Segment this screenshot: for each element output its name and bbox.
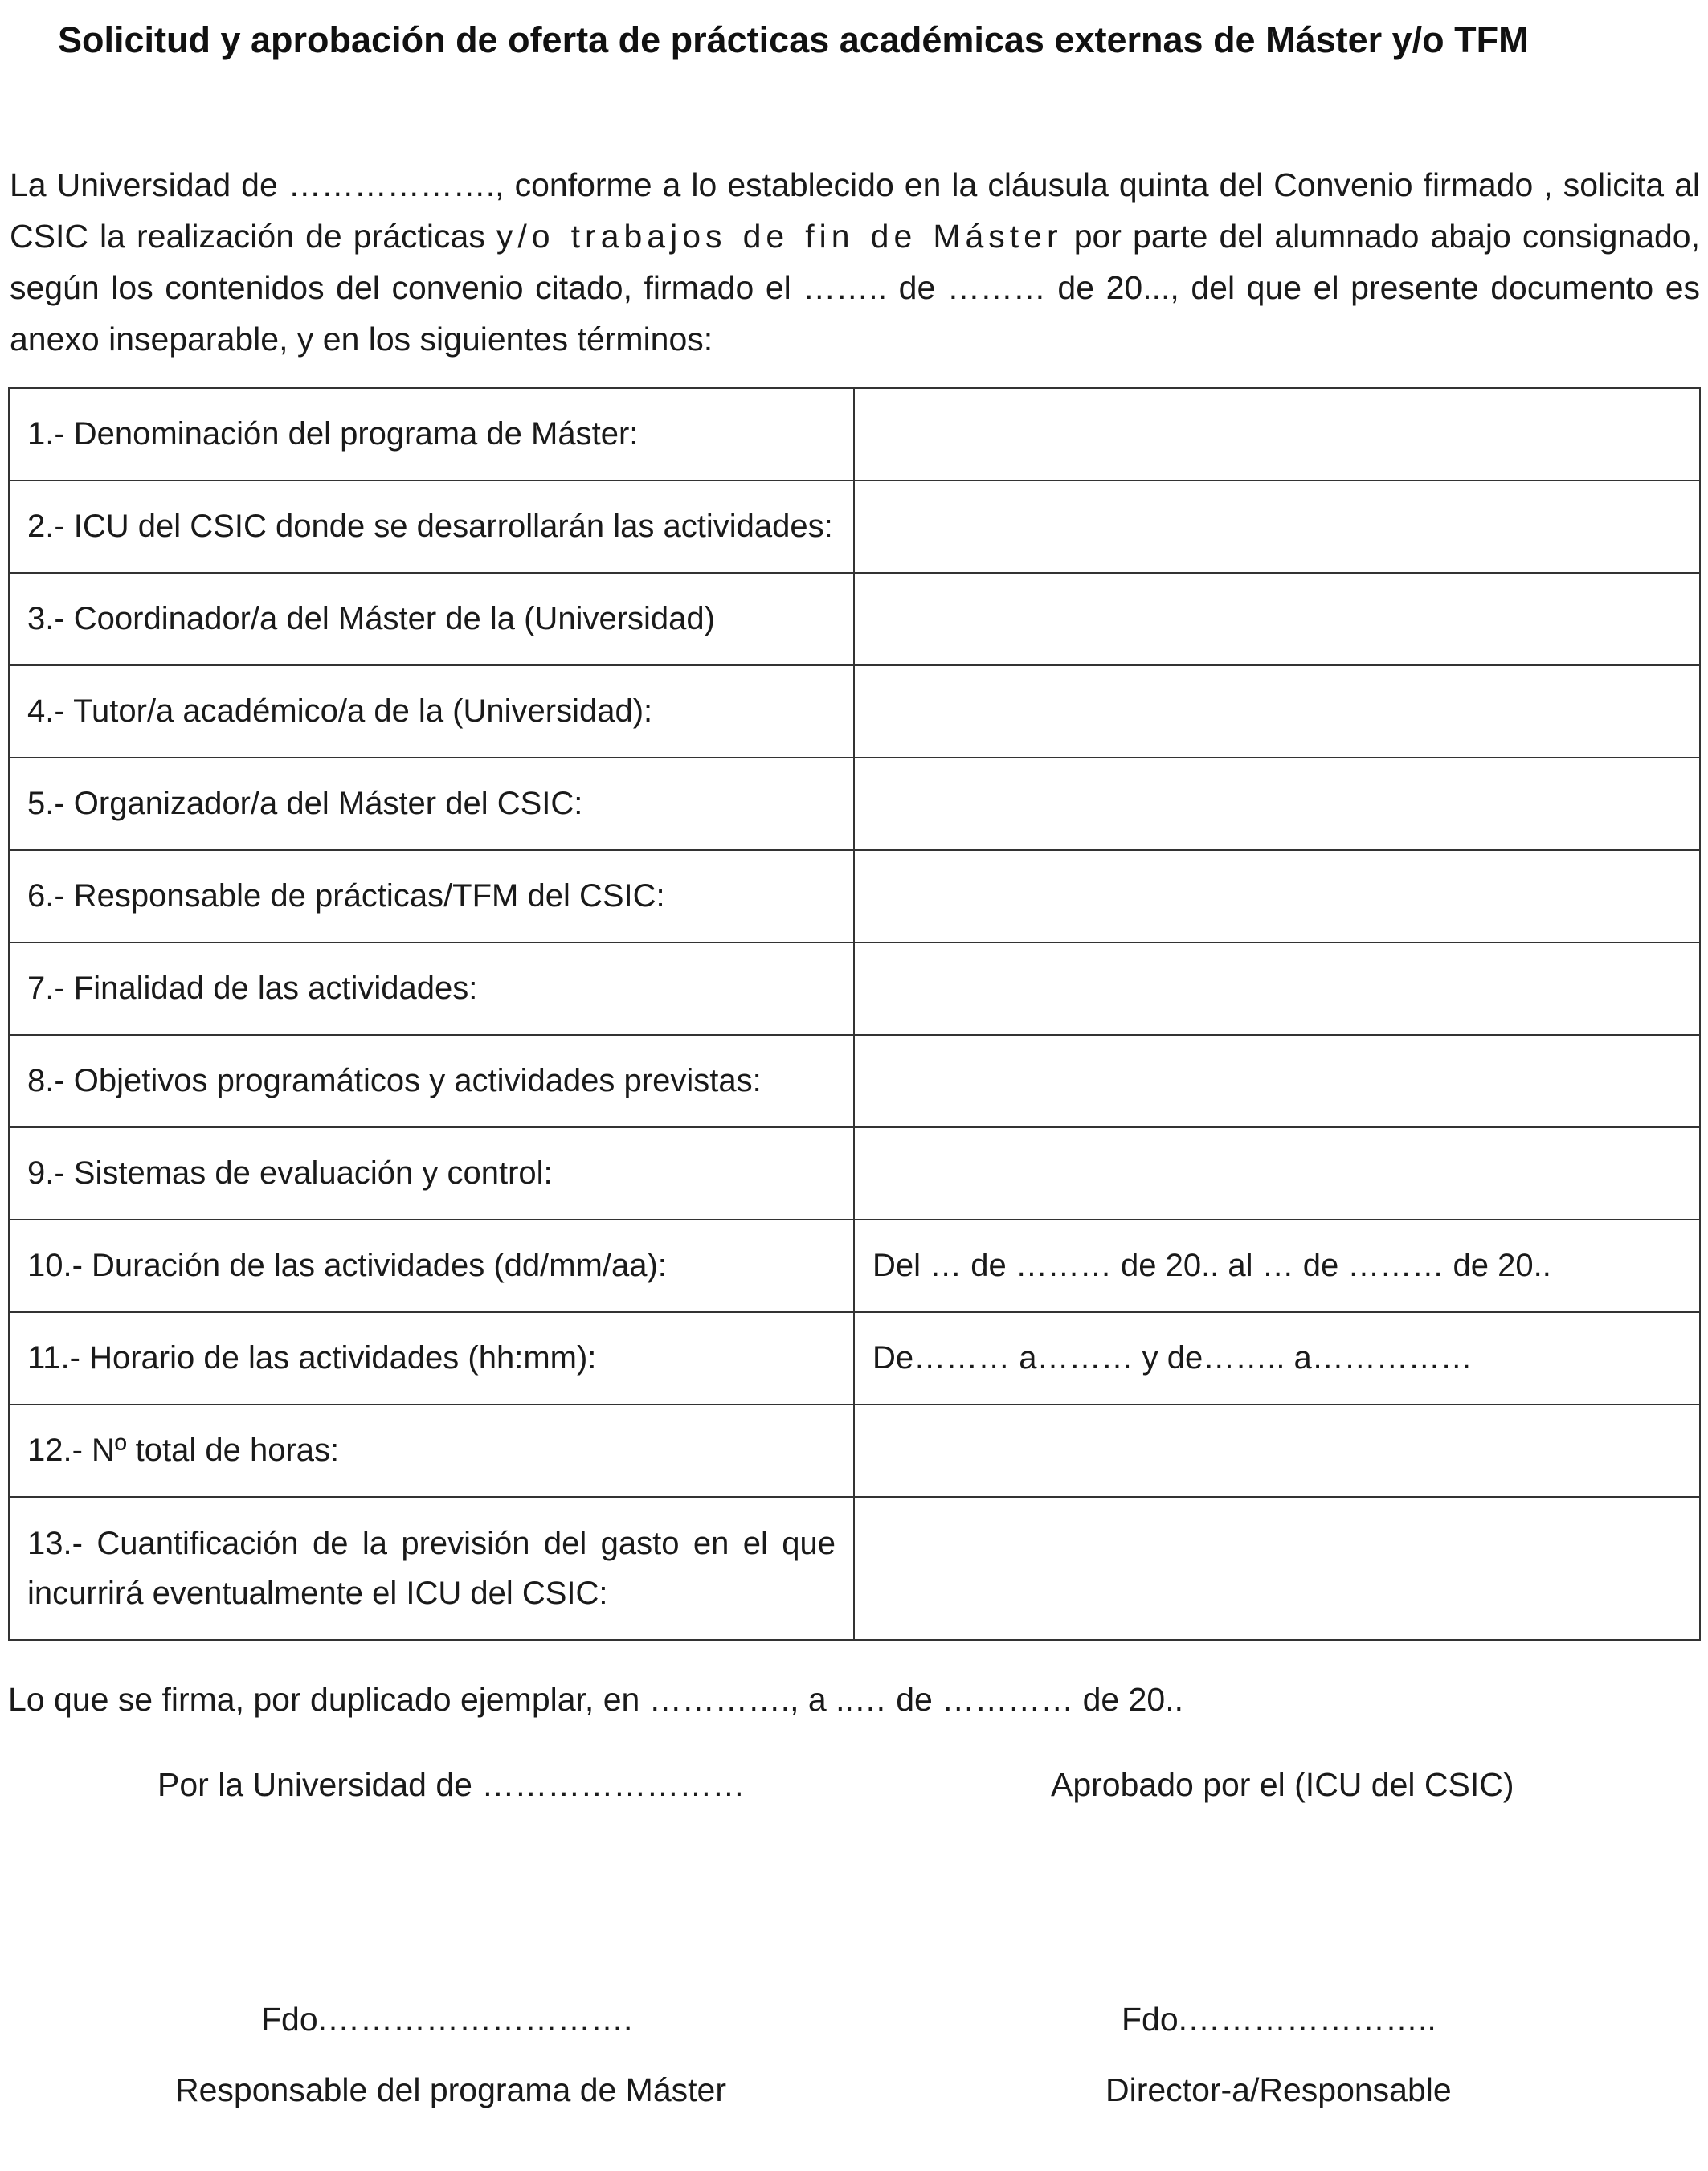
- table-row: [9, 942, 1700, 1035]
- row-value-field[interactable]: [854, 942, 1700, 1035]
- row-label: 5.- Organizador/a del Máster del CSIC:: [9, 758, 854, 850]
- row-label: 8.- Objetivos programáticos y actividades previstas:: [9, 1035, 854, 1127]
- row-value-field[interactable]: [854, 573, 1700, 665]
- table-row: [9, 665, 1700, 758]
- table-row: [9, 480, 1700, 573]
- right-signature-fdo: Fdo.…………………..: [1122, 2001, 1436, 2038]
- intro-text-2: por parte del alumnado abajo consignado, según los contenidos del convenio citado, firmado el …….. de ……… de 20..., del que el presente documento es anexo inseparable, y en los siguientes términos:: [10, 218, 1700, 358]
- table-row: [9, 1404, 1700, 1497]
- row-label: 6.- Responsable de prácticas/TFM del CSIC:: [9, 850, 854, 942]
- intro-text-1: La Universidad de ………………., conforme a lo establecido en la cláusula quinta del Convenio firmado , solicita al CSIC la realización de prácticas: [10, 166, 1700, 255]
- left-signature-fdo: Fdo.……………………….: [261, 2001, 633, 2038]
- row-label: 13.- Cuantificación de la previsión del gasto en el que incurrirá eventualmente el ICU del CSIC:: [9, 1497, 854, 1640]
- intro-text-spaced: y/o trabajos de fin de Máster: [496, 218, 1063, 255]
- table-row: [9, 388, 1700, 480]
- row-value-field[interactable]: [854, 758, 1700, 850]
- table-row: [9, 1035, 1700, 1127]
- row-value-field[interactable]: [854, 480, 1700, 573]
- terms-table: [8, 387, 1701, 1641]
- row-label: 1.- Denominación del programa de Máster:: [9, 388, 854, 480]
- row-value-field[interactable]: [854, 1035, 1700, 1127]
- row-label: 11.- Horario de las actividades (hh:mm):: [9, 1312, 854, 1404]
- row-label: 9.- Sistemas de evaluación y control:: [9, 1127, 854, 1220]
- table-row: [9, 573, 1700, 665]
- row-value-field[interactable]: Del … de ……… de 20.. al … de ……… de 20..: [854, 1220, 1700, 1312]
- row-label: 7.- Finalidad de las actividades:: [9, 942, 854, 1035]
- table-row: [9, 1497, 1700, 1640]
- row-label: 12.- Nº total de horas:: [9, 1404, 854, 1497]
- row-value-field[interactable]: [854, 850, 1700, 942]
- intro-paragraph: [10, 159, 1700, 365]
- row-value-field[interactable]: [854, 665, 1700, 758]
- row-label: 10.- Duración de las actividades (dd/mm/aa):: [9, 1220, 854, 1312]
- row-label: 3.- Coordinador/a del Máster de la (Universidad): [9, 573, 854, 665]
- table-row: [9, 758, 1700, 850]
- table-row: [9, 1312, 1700, 1404]
- document-title: Solicitud y aprobación de oferta de prácticas académicas externas de Máster y/o TFM: [58, 19, 1529, 60]
- left-signature-heading: Por la Universidad de ……………………: [157, 1766, 746, 1803]
- right-signature-heading: Aprobado por el (ICU del CSIC): [1051, 1766, 1514, 1803]
- signature-place-date-line: Lo que se firma, por duplicado ejemplar, en …………., a ..… de ………… de 20..: [8, 1681, 1184, 1718]
- row-value-field[interactable]: [854, 388, 1700, 480]
- row-value-field[interactable]: [854, 1497, 1700, 1640]
- right-signature-role: Director-a/Responsable: [1105, 2071, 1452, 2108]
- table-row: [9, 1220, 1700, 1312]
- table-row: [9, 850, 1700, 942]
- row-value-field[interactable]: [854, 1404, 1700, 1497]
- row-label: 2.- ICU del CSIC donde se desarrollarán las actividades:: [9, 480, 854, 573]
- table-row: [9, 1127, 1700, 1220]
- row-label: 4.- Tutor/a académico/a de la (Universidad):: [9, 665, 854, 758]
- row-value-field[interactable]: [854, 1127, 1700, 1220]
- left-signature-role: Responsable del programa de Máster: [175, 2071, 726, 2108]
- row-value-field[interactable]: De……… a……… y de…….. a……………: [854, 1312, 1700, 1404]
